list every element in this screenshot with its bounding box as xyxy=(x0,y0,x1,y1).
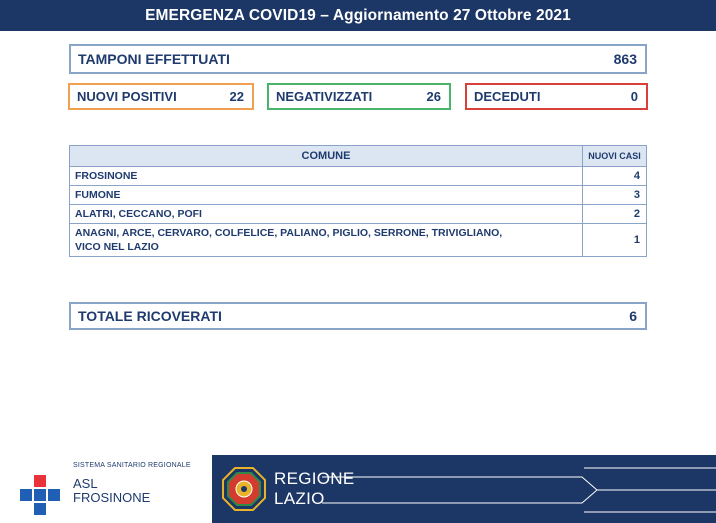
asl-subtitle: SISTEMA SANITARIO REGIONALE xyxy=(73,462,191,469)
tamponi-value: 863 xyxy=(613,51,637,67)
regione-line2: LAZIO xyxy=(274,489,325,508)
asl-name-line2: FROSINONE xyxy=(73,490,151,505)
page-title: EMERGENZA COVID19 – Aggiornamento 27 Ottobre 2021 xyxy=(145,7,571,24)
comune-cell: FUMONE xyxy=(70,186,583,205)
column-header-nuovi-casi: NUOVI CASI xyxy=(583,146,647,167)
decorative-lines xyxy=(322,463,716,515)
negativizzati-value: 26 xyxy=(426,89,441,104)
casi-cell: 1 xyxy=(583,224,647,257)
nuovi-positivi-value: 22 xyxy=(229,89,244,104)
casi-cell: 4 xyxy=(583,167,647,186)
regione-lazio-logo xyxy=(212,455,716,523)
comune-cell: ALATRI, CECCANO, POFI xyxy=(70,205,583,224)
nuovi-positivi-label: NUOVI POSITIVI xyxy=(77,89,177,104)
regione-emblem-icon xyxy=(222,467,266,511)
asl-name-line1: ASL xyxy=(73,476,98,491)
deceduti-value: 0 xyxy=(630,89,638,104)
regione-line1: REGIONE xyxy=(274,469,355,488)
table-row xyxy=(70,205,647,224)
deceduti-box xyxy=(465,83,648,110)
table-header-row xyxy=(70,146,647,167)
comune-cell: FROSINONE xyxy=(70,167,583,186)
casi-cell: 3 xyxy=(583,186,647,205)
comuni-table xyxy=(69,145,647,257)
ricoverati-box xyxy=(69,302,647,330)
ricoverati-label: TOTALE RICOVERATI xyxy=(78,308,222,324)
header-bar xyxy=(0,0,716,31)
table-row xyxy=(70,224,647,257)
comune-cell-line1: ANAGNI, ARCE, CERVARO, COLFELICE, PALIANO, PIGLIO, SERRONE, TRIVIGLIANO, xyxy=(75,227,503,239)
column-header-comune: COMUNE xyxy=(70,146,583,167)
tamponi-box xyxy=(69,44,647,74)
casi-cell: 2 xyxy=(583,205,647,224)
asl-logo xyxy=(0,455,212,523)
deceduti-label: DECEDUTI xyxy=(474,89,541,104)
negativizzati-label: NEGATIVIZZATI xyxy=(276,89,373,104)
table-row xyxy=(70,186,647,205)
tamponi-label: TAMPONI EFFETTUATI xyxy=(78,51,230,67)
asl-cross-icon xyxy=(20,475,60,515)
nuovi-positivi-box xyxy=(68,83,254,110)
negativizzati-box xyxy=(267,83,451,110)
ricoverati-value: 6 xyxy=(629,308,637,324)
comune-cell xyxy=(70,224,583,257)
comune-cell-line2: VICO NEL LAZIO xyxy=(75,241,159,253)
table-row xyxy=(70,167,647,186)
asl-name xyxy=(73,477,150,505)
